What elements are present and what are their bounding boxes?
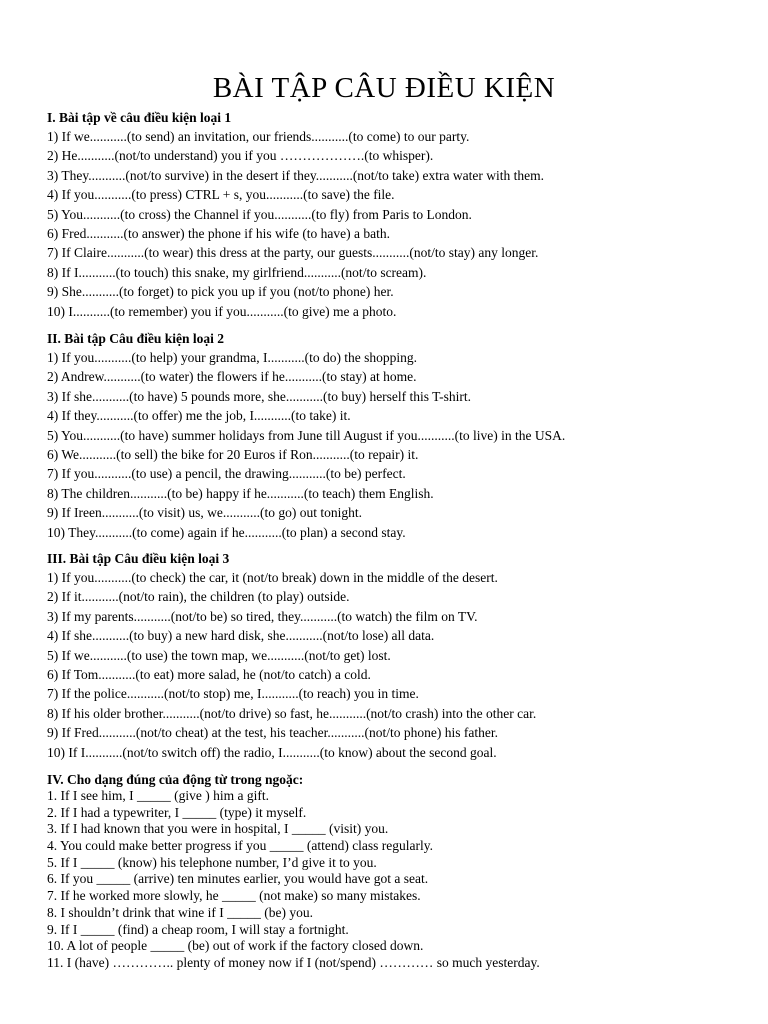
section-type-2 (47, 329, 747, 542)
exercise-item: 9) If Ireen...........(to visit) us, we...........(to go) out tonight. (47, 505, 362, 521)
exercise-item: 2) Andrew...........(to water) the flowers if he...........(to stay) at home. (47, 369, 417, 385)
section-type-1 (47, 108, 747, 321)
exercise-item: 1) If you...........(to help) your grandma, I...........(to do) the shopping. (47, 350, 418, 365)
exercise-item: 3) They...........(not/to survive) in the desert if they...........(not/to take) extra water with them. (47, 167, 544, 183)
section-heading: II. Bài tập Câu điều kiện loại 2 (47, 331, 225, 346)
exercise-item: 7) If Claire...........(to wear) this dress at the party, our guests...........(not/to stay) any longer. (47, 245, 539, 261)
exercise-item: 6) Fred...........(to answer) the phone if his wife (to have) a bath. (47, 225, 391, 241)
section-heading: IV. Cho dạng đúng của động từ trong ngoặc: (47, 772, 304, 787)
exercise-item: 8) If his older brother...........(not/to drive) so fast, he...........(not/to crash) into the other car. (47, 705, 537, 721)
exercise-item: 4) If they...........(to offer) me the job, I...........(to take) it. (47, 408, 351, 424)
exercise-item: 9) If Fred...........(not/to cheat) at the test, his teacher...........(not/to phone) his father. (47, 725, 499, 741)
exercise-item: 6) We...........(to sell) the bike for 20 Euros if Ron...........(to repair) it. (47, 446, 419, 462)
exercise-item: 8) The children...........(to be) happy if he...........(to teach) them English. (47, 485, 434, 501)
exercise-item: 10) If I...........(not/to switch off) the radio, I...........(to know) about the second goal. (47, 744, 497, 760)
exercise-item: 9) She...........(to forget) to pick you up if you (not/to phone) her. (47, 284, 394, 300)
exercise-item: 3) If she...........(to have) 5 pounds more, she...........(to buy) herself this T-shirt. (47, 388, 472, 404)
exercise-item: 1. If I see him, I _____ (give ) him a gift. (47, 788, 269, 803)
exercise-item: 1) If we...........(to send) an invitation, our friends...........(to come) to our party. (47, 129, 470, 144)
exercise-item: 7) If you...........(to use) a pencil, the drawing...........(to be) perfect. (47, 466, 406, 482)
exercise-item: 1) If you...........(to check) the car, it (not/to break) down in the middle of the desert. (47, 570, 498, 585)
exercise-item: 5. If I _____ (know) his telephone number, I’d give it to you. (47, 854, 377, 870)
exercise-item: 10. A lot of people _____ (be) out of work if the factory closed down. (47, 938, 424, 954)
page-title: BÀI TẬP CÂU ĐIỀU KIỆN (212, 72, 556, 104)
section-heading: I. Bài tập về câu điều kiện loại 1 (47, 110, 232, 125)
exercise-item: 5) If we...........(to use) the town map, we...........(not/to get) lost. (47, 647, 391, 663)
section-verb-forms (47, 771, 747, 972)
exercise-item: 8) If I...........(to touch) this snake, my girlfriend...........(not/to scream). (47, 264, 427, 280)
section-heading: III. Bài tập Câu điều kiện loại 3 (47, 551, 230, 566)
exercise-item: 6) If Tom...........(to eat) more salad, he (not/to catch) a cold. (47, 666, 371, 682)
exercise-item: 11. I (have) ………….. plenty of money now if I (not/spend) ………… so much yesterday. (47, 954, 540, 970)
exercise-item: 7) If the police...........(not/to stop) me, I...........(to reach) you in time. (47, 686, 419, 702)
exercise-item: 10) I...........(to remember) you if you...........(to give) me a photo. (47, 303, 397, 319)
exercise-item: 4. You could make better progress if you _____ (attend) class regularly. (47, 838, 434, 854)
exercise-item: 4) If she...........(to buy) a new hard disk, she...........(not/to lose) all data. (47, 628, 435, 644)
exercise-item: 2) If it...........(not/to rain), the children (to play) outside. (47, 589, 350, 605)
exercise-item: 3) If my parents...........(not/to be) so tired, they...........(to watch) the film on TV. (47, 608, 478, 624)
exercise-item: 6. If you _____ (arrive) ten minutes earlier, you would have got a seat. (47, 871, 429, 887)
exercise-item: 10) They...........(to come) again if he...........(to plan) a second stay. (47, 524, 406, 540)
exercise-item: 4) If you...........(to press) CTRL + s, you...........(to save) the file. (47, 187, 395, 203)
exercise-item: 8. I shouldn’t drink that wine if I _____ (be) you. (47, 904, 313, 920)
exercise-item: 3. If I had known that you were in hospital, I _____ (visit) you. (47, 821, 389, 837)
exercise-item: 7. If he worked more slowly, he _____ (not make) so many mistakes. (47, 888, 421, 904)
exercise-item: 5) You...........(to cross) the Channel if you...........(to fly) from Paris to London. (47, 206, 472, 222)
exercise-item: 9. If I _____ (find) a cheap room, I will stay a fortnight. (47, 921, 349, 937)
exercise-item: 5) You...........(to have) summer holidays from June till August if you...........(to live) in the USA. (47, 427, 566, 443)
exercise-item: 2. If I had a typewriter, I _____ (type) it myself. (47, 804, 307, 820)
exercise-item: 2) He...........(not/to understand) you if you ……………….(to whisper). (47, 148, 434, 164)
section-type-3 (47, 549, 747, 762)
